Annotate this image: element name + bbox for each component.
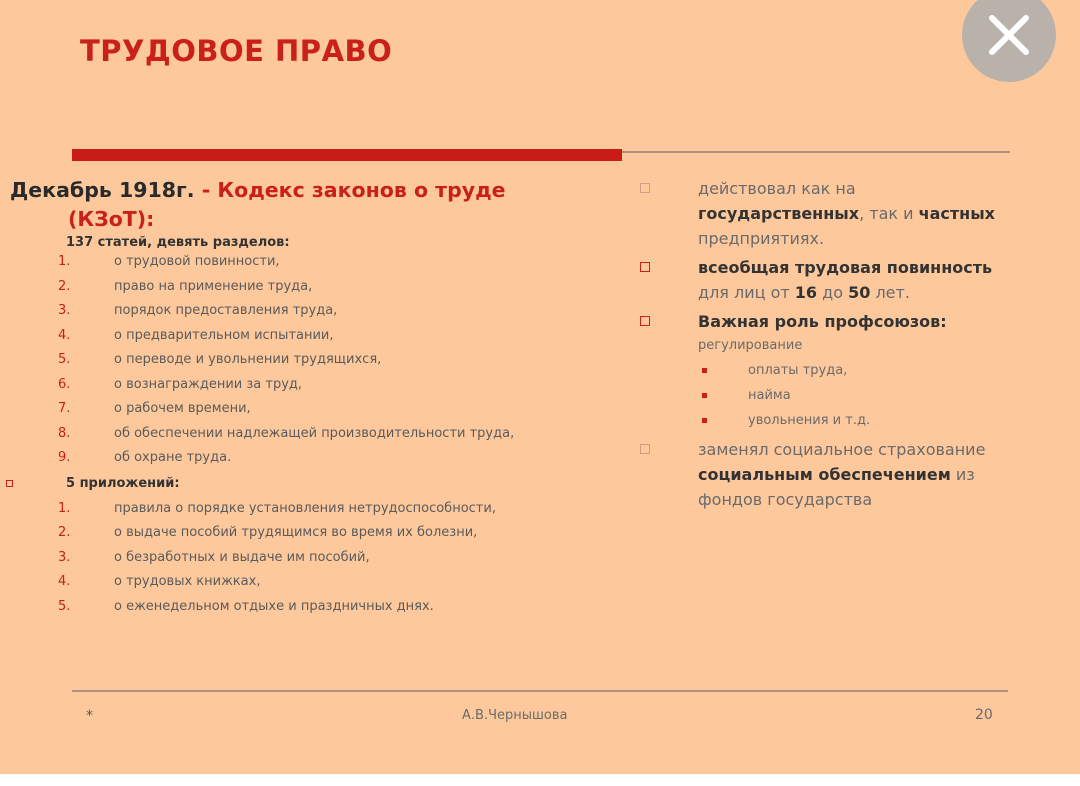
regulation-list (698, 358, 1026, 433)
item-text: увольнения и т.д. (748, 413, 871, 428)
regulation-label: регулирование (698, 338, 803, 353)
appendices-intro-text: 5 приложений (66, 475, 175, 491)
item-number: 3. (58, 549, 71, 565)
item-text: о вознаграждении за труд, (114, 376, 303, 392)
text: из фондов государства (698, 465, 975, 509)
item-number: 2. (58, 278, 71, 294)
code-heading (10, 176, 640, 234)
item-number: 4. (58, 327, 71, 343)
bullet-box-icon (640, 183, 650, 193)
right-column (636, 176, 1026, 512)
item-number: 6. (58, 376, 71, 392)
right-item-sector (636, 176, 1026, 251)
list-item (10, 397, 640, 422)
sections-list (10, 250, 640, 471)
bold-text: всеобщая трудовая повинность (698, 258, 993, 277)
item-number: 9. (58, 450, 71, 465)
list-item (10, 250, 640, 275)
page-number: 20 (975, 707, 993, 723)
item-text: о предварительном испытании, (114, 327, 334, 343)
text: до (817, 283, 849, 302)
list-item (698, 408, 1026, 433)
text: предприятиях. (698, 229, 825, 248)
list-item (10, 324, 640, 349)
appendices-intro: 5 приложений: (66, 475, 180, 491)
bold-text: Важная роль профсоюзов: (698, 312, 947, 331)
list-item (698, 383, 1026, 408)
title-red-bar (72, 149, 622, 161)
bullet-square-icon (702, 368, 707, 373)
bold-text: 50 (848, 283, 871, 302)
text: , так и (859, 204, 919, 223)
left-column (10, 176, 640, 619)
bullet-box-icon (640, 444, 650, 454)
bullet-box-icon (640, 316, 650, 326)
item-text: правила о порядке установления нетрудоспособности, (114, 500, 496, 516)
text: действовал как на (698, 179, 856, 198)
bold-text: государственных (698, 204, 860, 223)
item-text: о трудовой повинности, (114, 254, 280, 269)
item-number: 5. (58, 598, 71, 614)
item-number: 1. (58, 500, 71, 516)
right-item-duty (636, 255, 1026, 305)
sections-intro: 137 статей, девять разделов: (66, 235, 290, 250)
right-item-unions (636, 309, 1026, 358)
item-text: об охране труда. (114, 450, 232, 465)
item-number: 1. (58, 254, 71, 269)
footer-mark: * (86, 708, 93, 724)
text: для лиц от (698, 283, 795, 302)
list-item (10, 275, 640, 300)
slide-title: ТРУДОВОЕ ПРАВО (80, 34, 393, 68)
list-item (10, 595, 640, 620)
item-text: право на применение труда, (114, 278, 313, 294)
list-item (10, 348, 640, 373)
footer-divider-line (72, 690, 1008, 692)
list-item (10, 546, 640, 571)
heading-date: Декабрь 1918г. (10, 178, 195, 202)
title-divider-line (622, 151, 1010, 153)
item-text: о еженедельном отдыхе и праздничных днях. (114, 598, 434, 614)
list-item (10, 299, 640, 324)
item-number: 3. (58, 303, 71, 318)
item-number: 2. (58, 525, 71, 540)
item-text: об обеспечении надлежащей производительности труда, (114, 425, 515, 441)
bullet-box-icon (6, 480, 13, 487)
item-text: о переводе и увольнении трудящихся, (114, 352, 382, 367)
item-number: 4. (58, 574, 71, 589)
text: лет. (870, 283, 910, 302)
item-number: 7. (58, 401, 71, 416)
sections-intro-text: 137 статей, девять разделов (66, 235, 285, 250)
item-number: 8. (58, 425, 71, 441)
bold-text: частных (918, 204, 995, 223)
item-text: о безработных и выдаче им пособий, (114, 549, 370, 565)
list-item (698, 358, 1026, 383)
bold-text: 16 (794, 283, 818, 302)
bullet-square-icon (702, 418, 707, 423)
heading-dash: - (194, 178, 218, 202)
item-text: порядок предоставления труда, (114, 303, 338, 318)
list-item (10, 521, 640, 546)
item-text: найма (748, 388, 791, 403)
item-text: о выдаче пособий трудящимся во время их болезни, (114, 525, 478, 540)
appendices-list (10, 497, 640, 620)
bullet-box-icon (640, 262, 650, 272)
list-item (10, 446, 640, 471)
list-item (10, 422, 640, 447)
heading-code-name: Кодекс законов о труде (217, 178, 506, 202)
item-text: о трудовых книжках, (114, 574, 261, 589)
list-item (10, 497, 640, 522)
item-text: о рабочем времени, (114, 401, 251, 416)
bold-text: социальным обеспечением (698, 465, 951, 484)
text: заменял социальное страхование (698, 440, 986, 459)
item-text: оплаты труда, (748, 363, 848, 378)
list-item (10, 570, 640, 595)
footer-author: А.В.Чернышова (462, 708, 568, 723)
heading-code-abbr: (КЗоТ): (68, 207, 155, 231)
appendices-heading-row (10, 471, 640, 497)
right-item-insurance (636, 437, 1026, 512)
list-item (10, 373, 640, 398)
bullet-square-icon (702, 393, 707, 398)
item-number: 5. (58, 352, 71, 367)
close-icon (986, 12, 1032, 58)
